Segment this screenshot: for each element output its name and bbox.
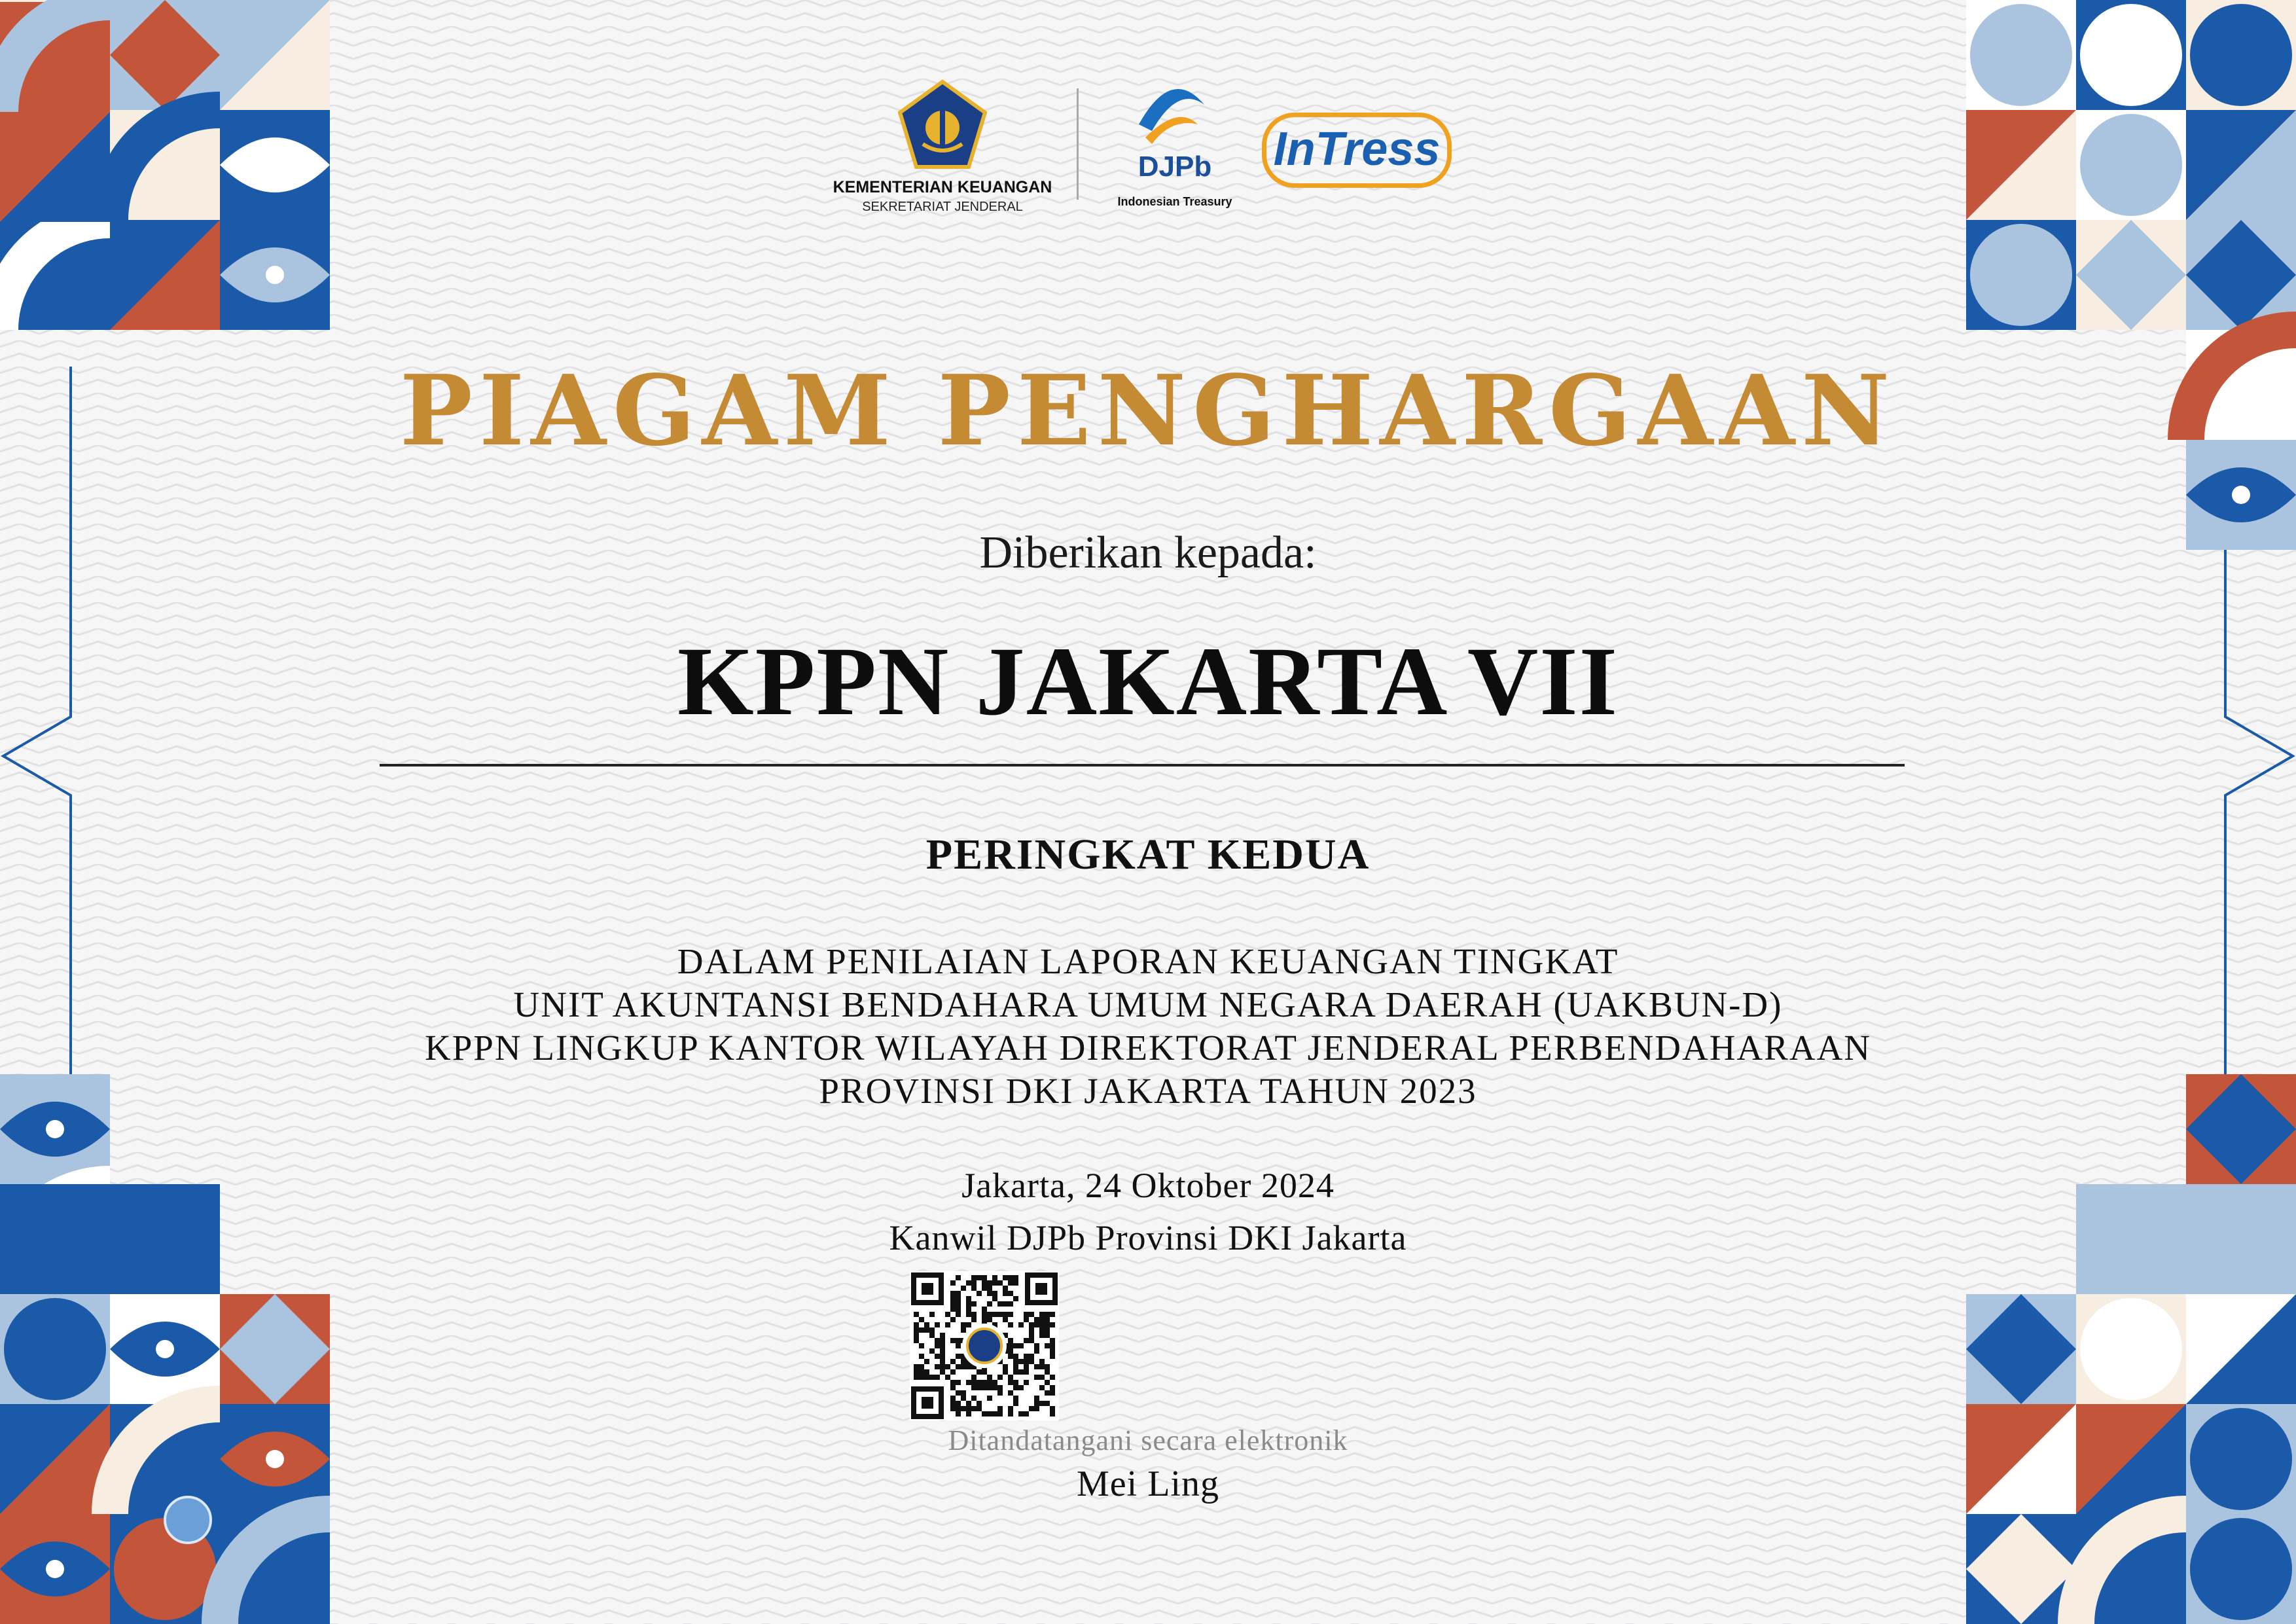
qr-module — [1034, 1343, 1039, 1348]
qr-module — [956, 1301, 961, 1307]
qr-module — [961, 1359, 966, 1364]
qr-module — [956, 1338, 961, 1343]
qr-module — [1045, 1401, 1050, 1406]
qr-module — [1045, 1322, 1050, 1327]
qr-module — [1003, 1369, 1008, 1375]
qr-module — [977, 1291, 982, 1296]
qr-module — [924, 1359, 929, 1364]
rank-text: PERINGKAT KEDUA — [925, 831, 1371, 878]
qr-module — [950, 1307, 956, 1312]
qr-module — [919, 1364, 924, 1369]
qr-module — [1013, 1369, 1018, 1375]
qr-module — [914, 1322, 919, 1327]
qr-module — [982, 1286, 987, 1291]
qr-module — [1045, 1312, 1050, 1317]
qr-module — [1034, 1406, 1039, 1411]
qr-module — [977, 1401, 982, 1406]
qr-module — [1029, 1312, 1034, 1317]
qr-module — [1008, 1375, 1013, 1380]
electronic-sign-note: Ditandatangani secara elektronik — [948, 1424, 1348, 1456]
qr-module — [971, 1406, 977, 1411]
qr-module — [1050, 1354, 1055, 1359]
kemenkeu-emblem-icon — [897, 79, 988, 177]
place-date: Jakarta, 24 Oktober 2024 — [961, 1166, 1335, 1205]
qr-module — [1008, 1338, 1013, 1343]
qr-module — [982, 1312, 987, 1317]
qr-module — [1039, 1327, 1045, 1333]
qr-module — [971, 1286, 977, 1291]
pattern-dot — [2232, 486, 2250, 504]
qr-module — [914, 1369, 919, 1375]
badge-icon — [164, 1496, 212, 1544]
pattern-circle — [1970, 4, 2072, 106]
qr-module — [956, 1401, 961, 1406]
qr-module — [1050, 1343, 1055, 1348]
intress-logo — [1262, 113, 1452, 188]
qr-module — [924, 1327, 929, 1333]
qr-module — [1018, 1385, 1024, 1390]
qr-module — [950, 1359, 956, 1364]
qr-module — [1039, 1359, 1045, 1364]
qr-module — [1050, 1375, 1055, 1380]
qr-module — [997, 1312, 1003, 1317]
qr-module — [1003, 1364, 1008, 1369]
qr-module — [987, 1301, 992, 1307]
qr-module — [1013, 1385, 1018, 1390]
recipient-underline — [380, 764, 1905, 767]
qr-module — [1039, 1312, 1045, 1317]
qr-code — [910, 1271, 1059, 1420]
qr-module — [1050, 1390, 1055, 1396]
qr-module — [987, 1380, 992, 1385]
qr-module — [945, 1364, 950, 1369]
qr-module — [1008, 1280, 1013, 1286]
qr-module — [987, 1396, 992, 1401]
qr-module — [1018, 1343, 1024, 1348]
pattern-circle — [2080, 114, 2182, 216]
qr-module — [956, 1380, 961, 1385]
qr-module — [1029, 1322, 1034, 1327]
qr-module — [1013, 1359, 1018, 1364]
qr-module — [924, 1322, 929, 1327]
qr-module — [919, 1369, 924, 1375]
qr-module — [956, 1275, 961, 1280]
qr-module — [929, 1348, 935, 1354]
qr-module — [966, 1301, 971, 1307]
qr-module — [1029, 1354, 1034, 1359]
qr-module — [1050, 1411, 1055, 1416]
qr-module — [1003, 1301, 1008, 1307]
qr-module — [1034, 1375, 1039, 1380]
kemenkeu-name: KEMENTERIAN KEUANGAN — [833, 178, 1052, 196]
qr-module — [914, 1327, 919, 1333]
qr-module — [1045, 1380, 1050, 1385]
issuer-office: Kanwil DJPb Provinsi DKI Jakarta — [889, 1218, 1407, 1257]
qr-module — [935, 1375, 940, 1380]
recipient-name: KPPN JAKARTA VII — [677, 627, 1619, 736]
qr-module — [1013, 1343, 1018, 1348]
qr-module — [992, 1275, 997, 1280]
pattern-dot — [266, 156, 284, 174]
qr-module — [1008, 1411, 1013, 1416]
qr-module — [914, 1312, 919, 1317]
qr-module — [992, 1380, 997, 1385]
qr-module — [1024, 1338, 1029, 1343]
qr-module — [1003, 1312, 1008, 1317]
qr-module — [1050, 1338, 1055, 1343]
qr-module — [1024, 1369, 1029, 1375]
qr-module — [1045, 1317, 1050, 1322]
qr-module — [929, 1375, 935, 1380]
qr-module — [966, 1411, 971, 1416]
qr-module — [1029, 1359, 1034, 1364]
pattern-circle — [2190, 1518, 2292, 1620]
qr-module — [971, 1317, 977, 1322]
qr-module — [992, 1411, 997, 1416]
qr-module — [997, 1411, 1003, 1416]
qr-module — [929, 1327, 935, 1333]
qr-module — [977, 1275, 982, 1280]
qr-module — [1013, 1396, 1018, 1401]
qr-module — [971, 1312, 977, 1317]
qr-module — [961, 1390, 966, 1396]
qr-module — [966, 1322, 971, 1327]
pattern-dot — [266, 266, 284, 284]
qr-module — [919, 1375, 924, 1380]
qr-module — [987, 1385, 992, 1390]
qr-module — [950, 1396, 956, 1401]
qr-module — [982, 1275, 987, 1280]
qr-module — [971, 1275, 977, 1280]
qr-module — [997, 1385, 1003, 1390]
qr-module — [919, 1317, 924, 1322]
qr-module — [961, 1406, 966, 1411]
qr-module — [1008, 1275, 1013, 1280]
pattern-circle — [2080, 4, 2182, 106]
qr-module — [982, 1280, 987, 1286]
logo-divider — [1077, 88, 1079, 200]
qr-module — [1013, 1354, 1018, 1359]
qr-module — [935, 1322, 940, 1327]
qr-module — [1013, 1401, 1018, 1406]
qr-module — [977, 1406, 982, 1411]
description-line: DALAM PENILAIAN LAPORAN KEUANGAN TINGKAT — [677, 941, 1619, 981]
qr-module — [966, 1312, 971, 1317]
qr-module — [929, 1333, 935, 1338]
description-line: PROVINSI DKI JAKARTA TAHUN 2023 — [819, 1071, 1477, 1111]
qr-module — [1008, 1390, 1013, 1396]
qr-module — [987, 1375, 992, 1380]
qr-module — [1039, 1385, 1045, 1390]
qr-module — [982, 1369, 987, 1375]
qr-module — [940, 1359, 945, 1364]
qr-module — [956, 1312, 961, 1317]
qr-module — [992, 1296, 997, 1301]
qr-module — [1013, 1296, 1018, 1301]
qr-module — [971, 1396, 977, 1401]
qr-module — [1034, 1348, 1039, 1354]
qr-module — [950, 1401, 956, 1406]
qr-module — [919, 1327, 924, 1333]
qr-module — [940, 1343, 945, 1348]
qr-module — [992, 1280, 997, 1286]
qr-module — [945, 1375, 950, 1380]
qr-module — [940, 1364, 945, 1369]
qr-module — [1029, 1327, 1034, 1333]
qr-module — [1008, 1354, 1013, 1359]
qr-module — [935, 1343, 940, 1348]
qr-module — [1003, 1317, 1008, 1322]
qr-module — [940, 1338, 945, 1343]
qr-module — [977, 1380, 982, 1385]
qr-module — [992, 1312, 997, 1317]
qr-module — [982, 1317, 987, 1322]
qr-module — [1050, 1312, 1055, 1317]
qr-module — [1029, 1338, 1034, 1343]
qr-module — [971, 1280, 977, 1286]
qr-module — [914, 1375, 919, 1380]
qr-module — [1018, 1369, 1024, 1375]
qr-module — [987, 1291, 992, 1296]
certificate-title: PIAGAM PENGHARGAAN — [399, 353, 1897, 467]
qr-module — [966, 1401, 971, 1406]
qr-module — [966, 1280, 971, 1286]
qr-module — [977, 1385, 982, 1390]
qr-module — [956, 1296, 961, 1301]
qr-module — [950, 1406, 956, 1411]
qr-module — [945, 1312, 950, 1317]
qr-module — [1024, 1354, 1029, 1359]
pattern-dot — [46, 1560, 64, 1578]
qr-module — [961, 1364, 966, 1369]
qr-module — [1024, 1359, 1029, 1364]
qr-module — [914, 1333, 919, 1338]
qr-module — [956, 1364, 961, 1369]
qr-module — [1039, 1322, 1045, 1327]
qr-module — [950, 1296, 956, 1301]
qr-module — [1045, 1333, 1050, 1338]
qr-module — [1045, 1369, 1050, 1375]
qr-module — [935, 1338, 940, 1343]
qr-module — [956, 1390, 961, 1396]
qr-module — [1034, 1364, 1039, 1369]
qr-module — [966, 1406, 971, 1411]
qr-module — [982, 1380, 987, 1385]
qr-module — [961, 1322, 966, 1327]
qr-module — [935, 1354, 940, 1359]
qr-module — [987, 1317, 992, 1322]
qr-module — [997, 1280, 1003, 1286]
qr-module — [950, 1280, 956, 1286]
pattern-dot — [46, 1120, 64, 1138]
qr-module — [940, 1354, 945, 1359]
qr-module — [1008, 1348, 1013, 1354]
qr-module — [1013, 1380, 1018, 1385]
qr-module — [997, 1301, 1003, 1307]
qr-module — [950, 1291, 956, 1296]
qr-module — [1013, 1364, 1018, 1369]
qr-module — [1024, 1411, 1029, 1416]
qr-module — [971, 1385, 977, 1390]
qr-module — [1034, 1317, 1039, 1322]
qr-module — [956, 1291, 961, 1296]
qr-module — [1034, 1401, 1039, 1406]
qr-module — [1050, 1348, 1055, 1354]
qr-module — [961, 1327, 966, 1333]
qr-module — [1008, 1301, 1013, 1307]
qr-module — [1008, 1312, 1013, 1317]
qr-module — [950, 1301, 956, 1307]
qr-module — [1045, 1327, 1050, 1333]
pattern-circle — [2080, 1298, 2182, 1400]
qr-module — [987, 1411, 992, 1416]
qr-module — [935, 1364, 940, 1369]
qr-module — [1039, 1333, 1045, 1338]
qr-module — [956, 1343, 961, 1348]
qr-module — [1003, 1275, 1008, 1280]
qr-module — [1008, 1380, 1013, 1385]
qr-module — [1039, 1364, 1045, 1369]
qr-module — [1029, 1333, 1034, 1338]
qr-module — [997, 1375, 1003, 1380]
qr-module — [966, 1296, 971, 1301]
qr-module — [961, 1396, 966, 1401]
qr-module — [1003, 1291, 1008, 1296]
qr-module — [987, 1286, 992, 1291]
qr-module — [956, 1307, 961, 1312]
qr-module — [1045, 1343, 1050, 1348]
description-line: KPPN LINGKUP KANTOR WILAYAH DIREKTORAT JENDERAL PERBENDAHARAAN — [424, 1028, 1872, 1068]
qr-module — [1024, 1364, 1029, 1369]
qr-module — [1039, 1401, 1045, 1406]
qr-module — [950, 1385, 956, 1390]
qr-module — [1008, 1406, 1013, 1411]
qr-module — [971, 1375, 977, 1380]
qr-module — [1050, 1385, 1055, 1390]
qr-module — [1050, 1322, 1055, 1327]
signer-name: Mei Ling — [1077, 1464, 1219, 1504]
qr-module — [914, 1364, 919, 1369]
qr-module — [997, 1390, 1003, 1396]
qr-module — [992, 1291, 997, 1296]
qr-module — [1029, 1406, 1034, 1411]
qr-module — [950, 1380, 956, 1385]
qr-module — [982, 1411, 987, 1416]
qr-module — [924, 1375, 929, 1380]
djpb-name: DJPb — [1138, 151, 1212, 183]
pattern-circle — [2190, 4, 2292, 106]
djpb-swoosh-icon — [1126, 79, 1217, 151]
qr-module — [1034, 1322, 1039, 1327]
qr-module — [950, 1369, 956, 1375]
pattern-dot — [156, 1340, 174, 1358]
djpb-logo — [1106, 79, 1244, 216]
qr-module — [924, 1369, 929, 1375]
qr-module — [956, 1406, 961, 1411]
qr-module — [966, 1364, 971, 1369]
qr-module — [1024, 1317, 1029, 1322]
qr-module — [1003, 1286, 1008, 1291]
qr-module — [966, 1380, 971, 1385]
qr-module — [971, 1301, 977, 1307]
qr-module — [966, 1307, 971, 1312]
given-to-label: Diberikan kepada: — [979, 528, 1317, 578]
qr-module — [1008, 1322, 1013, 1327]
qr-module — [1034, 1396, 1039, 1401]
qr-module — [982, 1385, 987, 1390]
qr-module — [940, 1333, 945, 1338]
djpb-tagline: Indonesian Treasury — [1117, 195, 1232, 208]
qr-module — [1039, 1375, 1045, 1380]
pattern-circle — [4, 1298, 106, 1400]
qr-module — [961, 1286, 966, 1291]
qr-module — [940, 1348, 945, 1354]
qr-module — [919, 1343, 924, 1348]
qr-module — [1045, 1364, 1050, 1369]
qr-module — [1024, 1380, 1029, 1385]
qr-module — [950, 1338, 956, 1343]
qr-module — [956, 1411, 961, 1416]
qr-module — [987, 1280, 992, 1286]
kemenkeu-logo — [825, 79, 1060, 214]
qr-module — [956, 1354, 961, 1359]
qr-module — [987, 1312, 992, 1317]
qr-module — [977, 1369, 982, 1375]
qr-module — [1018, 1411, 1024, 1416]
kemenkeu-unit: SEKRETARIAT JENDERAL — [862, 200, 1023, 214]
qr-module — [1039, 1317, 1045, 1322]
qr-module — [914, 1338, 919, 1343]
qr-module — [1018, 1359, 1024, 1364]
qr-module — [1018, 1322, 1024, 1327]
qr-module — [992, 1385, 997, 1390]
qr-module — [945, 1322, 950, 1327]
qr-module — [1045, 1390, 1050, 1396]
qr-module — [1050, 1406, 1055, 1411]
qr-module — [940, 1369, 945, 1375]
qr-module — [971, 1380, 977, 1385]
qr-module — [919, 1354, 924, 1359]
qr-module — [997, 1406, 1003, 1411]
qr-module — [950, 1317, 956, 1322]
qr-module — [929, 1312, 935, 1317]
description-line: UNIT AKUNTANSI BENDAHARA UMUM NEGARA DAERAH (UAKBUN-D) — [513, 984, 1783, 1024]
qr-module — [1008, 1343, 1013, 1348]
pattern-circle — [1970, 224, 2072, 326]
qr-module — [1024, 1312, 1029, 1317]
qr-module — [1013, 1280, 1018, 1286]
qr-module — [1008, 1291, 1013, 1296]
intress-name: InTress — [1273, 123, 1441, 175]
qr-module — [1013, 1275, 1018, 1280]
qr-module — [982, 1307, 987, 1312]
